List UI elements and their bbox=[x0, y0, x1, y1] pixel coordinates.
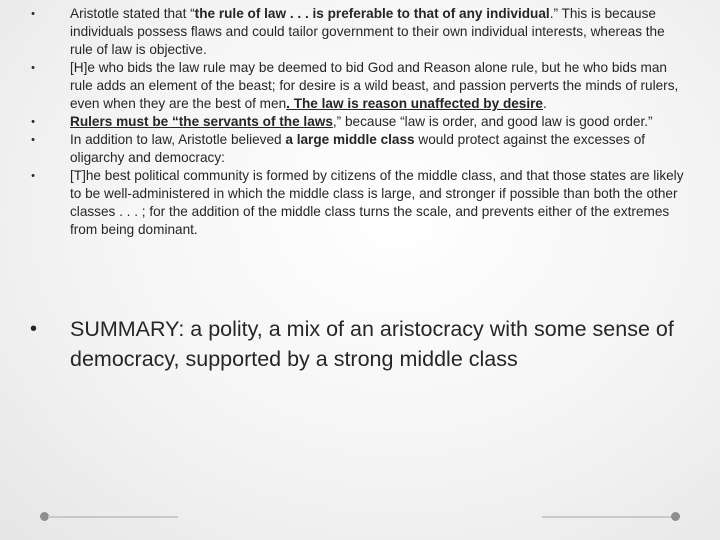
bullet-icon: • bbox=[31, 62, 35, 74]
bullet-text: Aristotle stated that “ bbox=[70, 6, 195, 21]
bullet-text: . bbox=[543, 96, 547, 111]
bullet-item bbox=[26, 59, 686, 113]
bullet-text: would protect against the excesses of oligarchy and democracy: bbox=[70, 132, 646, 165]
bullet-bold-underlined-text: Rulers must be “the servants of the laws bbox=[70, 114, 333, 129]
bullet-icon: • bbox=[31, 8, 35, 20]
bullet-text: ,” because “law is order, and good law is good order.” bbox=[332, 114, 653, 129]
bullet-text: .” This is because individuals possess flaws and could tailor government to their own individual interests, whereas the rule of law is objective. bbox=[70, 6, 665, 57]
dot-icon bbox=[671, 512, 680, 521]
bullet-text: [T]he best political community is formed by citizens of the middle class, and that those states are likely to be well-administered in which the middle class is large, and stronger if possible than both the other classes . . . ; for the addition of the middle class turns the scale, and prevents either of the extremes from being dominant. bbox=[70, 168, 684, 237]
bullet-bold-underlined-text: . The law is reason unaffected by desire bbox=[286, 96, 543, 111]
bullet-item bbox=[26, 131, 686, 167]
bullet-icon: • bbox=[31, 134, 35, 146]
corner-decoration-right bbox=[540, 511, 680, 523]
summary-bullet bbox=[26, 314, 696, 374]
bullet-list bbox=[26, 5, 686, 239]
bullet-text: In addition to law, Aristotle believed bbox=[70, 132, 286, 147]
bullet-icon: • bbox=[31, 170, 35, 182]
corner-decoration-left bbox=[40, 511, 180, 523]
bullet-icon: • bbox=[30, 318, 38, 340]
bullet-item bbox=[26, 5, 686, 59]
bullet-item bbox=[26, 113, 686, 131]
bullet-bold-text: the rule of law . . . is preferable to that of any individual bbox=[194, 6, 550, 21]
bullet-bold-text: a large middle class bbox=[285, 132, 415, 147]
bullet-item bbox=[26, 167, 686, 239]
divider-line bbox=[542, 516, 672, 518]
bullet-icon: • bbox=[31, 116, 35, 128]
bullet-text: [H]e who bids the law rule may be deemed to bid God and Reason alone rule, but he who bids man rule adds an element of the beast; for desire is a wild beast, and passion perverts the minds of rulers, even when they are the best of men bbox=[70, 60, 679, 111]
divider-line bbox=[48, 516, 178, 518]
summary-text: SUMMARY: a polity, a mix of an aristocracy with some sense of democracy, supported by a strong middle class bbox=[70, 317, 674, 371]
